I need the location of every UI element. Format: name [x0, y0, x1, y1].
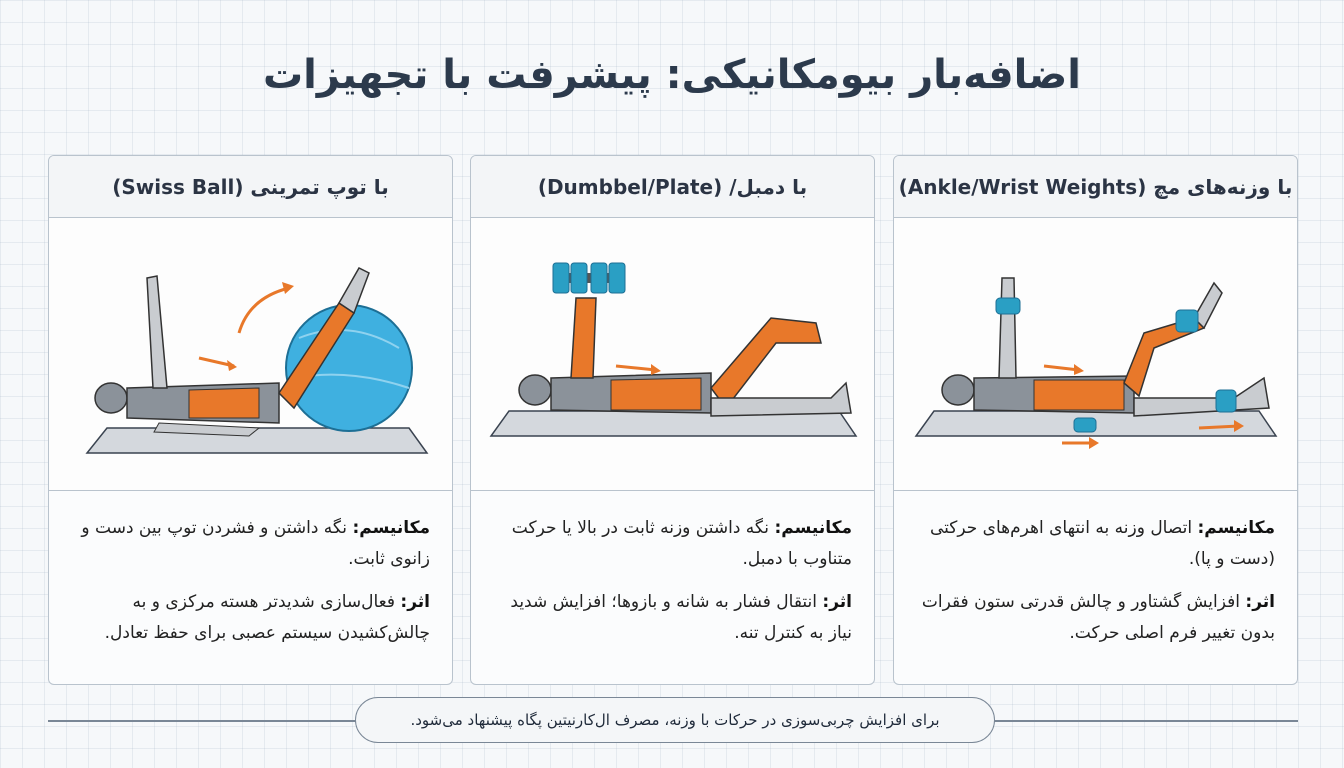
swiss-ball-exercise-figure — [49, 218, 453, 491]
arm-icon — [571, 298, 596, 378]
ankle-weights-exercise-figure — [894, 218, 1298, 491]
ankle-weight-icon — [1216, 390, 1236, 412]
head-icon — [519, 375, 551, 405]
exercise-mat — [87, 428, 427, 453]
ankle-weight-icon — [1176, 310, 1198, 332]
mechanism-text: مکانیسم: اتصال وزنه به انتهای اهرم‌های حرکتی (دست و پا). — [929, 518, 1275, 569]
card-heading: با دمبل/ (Dumbbel/Plate) — [471, 156, 874, 218]
arm-icon — [147, 276, 167, 388]
card-heading: با وزنه‌های مچ (Ankle/Wrist Weights) — [894, 156, 1297, 218]
arm-icon — [999, 278, 1016, 378]
head-icon — [942, 375, 974, 405]
arrow-icon — [239, 288, 289, 333]
arrow-icon — [1199, 426, 1239, 428]
footer-note: برای افزایش چربی‌سوزی در حرکات با وزنه، مصرف ال‌کارنیتین پگاه پیشنهاد می‌شود. — [355, 697, 995, 743]
card-swiss-ball — [48, 155, 453, 685]
dumbbell-exercise-figure — [471, 218, 875, 491]
card-dumbbell — [470, 155, 875, 685]
swiss-ball-illustration — [49, 218, 452, 491]
mechanism-text: مکانیسم: نگه داشتن وزنه ثابت در بالا یا حرکت متناوب با دمبل. — [511, 518, 852, 569]
effect-text: اثر: افزایش گشتاور و چالش قدرتی ستون فقرات بدون تغییر فرم اصلی حرکت. — [921, 592, 1275, 643]
arrow-icon — [616, 366, 656, 370]
ankle-weights-illustration — [894, 218, 1297, 491]
dumbbell-illustration — [471, 218, 874, 491]
effect-text: اثر: انتقال فشار به شانه و بازوها؛ افزایش شدید نیاز به کنترل تنه. — [510, 592, 852, 643]
arrow-icon — [1044, 366, 1079, 370]
effect-text: اثر: فعال‌سازی شدیدتر هسته مرکزی و به چالش‌کشیدن سیستم عصبی برای حفظ تعادل. — [104, 592, 430, 643]
wrist-weight-icon — [1074, 418, 1096, 432]
card-heading: با توپ تمرینی (Swiss Ball) — [49, 156, 452, 218]
head-icon — [95, 383, 127, 413]
page-title: اضافه‌بار بیومکانیکی: پیشرفت با تجهیزات — [262, 52, 1082, 98]
leg-muscle-icon — [711, 318, 821, 408]
wrist-weight-icon — [996, 298, 1020, 314]
mechanism-text: مکانیسم: نگه داشتن و فشردن توپ بین دست و زانوی ثابت. — [81, 518, 430, 569]
card-ankle-wrist-weights — [893, 155, 1298, 685]
